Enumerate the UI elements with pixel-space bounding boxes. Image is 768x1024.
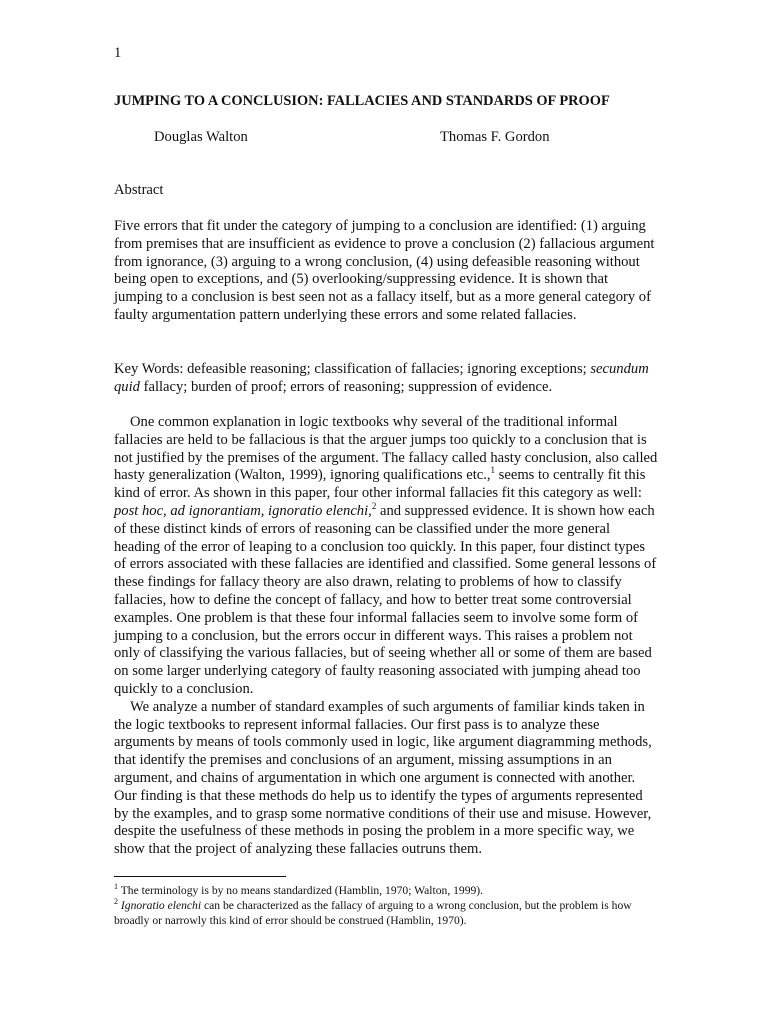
footnote-1 bbox=[114, 883, 659, 898]
paper-title: JUMPING TO A CONCLUSION: FALLACIES AND STANDARDS OF PROOF bbox=[114, 93, 610, 109]
footnote-ref-2: 2 bbox=[371, 500, 377, 511]
footnote-2 bbox=[114, 898, 659, 928]
footnote-divider bbox=[114, 876, 286, 877]
footnotes bbox=[114, 883, 659, 929]
paragraph-1 bbox=[114, 414, 659, 699]
abstract-text: Five errors that fit under the category of jumping to a conclusion are identified: (1) arguing from premises that are insufficient as evidence to prove a conclusion (2) fallacious argument from ignorance, (3) arguing to a wrong conclusion, (4) using defeasible reasoning without being open to exceptions, and (5) overlooking/suppressing evidence. It is shown that jumping to a conclusion is best seen not as a fallacy itself, but as a more general category of faulty argumentation pattern underlying these errors and some related fallacies. bbox=[114, 218, 655, 323]
footnote-1-marker: 1 bbox=[114, 882, 118, 891]
author-2: Thomas F. Gordon bbox=[440, 129, 550, 145]
paragraph-1-part-2: seems to centrally fit this kind of error. As shown in this paper, four other informal fallacies fit this category as well: bbox=[114, 467, 646, 502]
footnote-2-italic: Ignoratio elenchi bbox=[120, 899, 202, 913]
body-text bbox=[114, 414, 659, 859]
abstract-heading: Abstract bbox=[114, 182, 164, 198]
paragraph-2: We analyze a number of standard examples of such arguments of familiar kinds taken in the logic textbooks to represent informal fallacies. Our first pass is to analyze these arguments by means of tools commonly used in logic, like argument diagramming methods, that identify the premises and conclusions of an argument, missing assumptions in an argument, and chains of argumentation in which one argument is connected with another. Our finding is that these methods do help us to identify the types of arguments represented by the examples, and to grasp some normative conditions of their use and misuse. However, despite the usefulness of these methods in posing the problem in a more specific way, we show that the project of analyzing these fallacies outruns them. bbox=[114, 698, 652, 858]
paragraph-1-italic: post hoc, ad ignorantiam, ignoratio elenchi, bbox=[114, 502, 372, 519]
paragraph-1-part-1: One common explanation in logic textbooks why several of the traditional informal fallacies are held to be fallacious is that the arguer jumps too quickly to a conclusion that is not justified by the premises of the argument. The fallacy called hasty conclusion, also called hasty generalization (Walton, 1999), ignoring qualifications etc., bbox=[114, 414, 658, 484]
footnote-2-text: can be characterized as the fallacy of arguing to a wrong conclusion, but the problem is how broadly or narrowly this kind of error should be construed (Hamblin, 1970). bbox=[114, 899, 632, 928]
page-number: 1 bbox=[114, 45, 122, 61]
keywords-prefix: Key Words: defeasible reasoning; classification of fallacies; ignoring exceptions; bbox=[114, 361, 587, 377]
keywords-suffix: fallacy; burden of proof; errors of reasoning; suppression of evidence. bbox=[139, 378, 553, 395]
author-1: Douglas Walton bbox=[154, 129, 248, 145]
keywords-italic: secundum quid bbox=[114, 361, 649, 395]
footnote-ref-1: 1 bbox=[490, 465, 496, 476]
paragraph-1-part-3: and suppressed evidence. It is shown how each of these distinct kinds of errors of reasoning can be classified under the more general heading of the error of leaping to a conclusion too quickly. In this paper, four distinct types of errors associated with these fallacies are identified and classified. Some general lessons of these findings for fallacy theory are also drawn, relating to problems of how to classify fallacies, how to define the concept of fallacy, and how to better treat some controversial examples. One problem is that these four informal fallacies seem to involve some form of jumping to a conclusion, but the errors occur in different ways. This raises a problem not only of classifying the various fallacies, but of seeing whether all or some of them are based on some larger underlying category of faulty reasoning associated with jumping ahead too quickly to a conclusion. bbox=[114, 502, 657, 697]
footnote-2-marker: 2 bbox=[114, 897, 118, 907]
footnote-1-text: The terminology is by no means standardized (Hamblin, 1970; Walton, 1999). bbox=[118, 884, 484, 897]
keywords bbox=[114, 361, 659, 397]
